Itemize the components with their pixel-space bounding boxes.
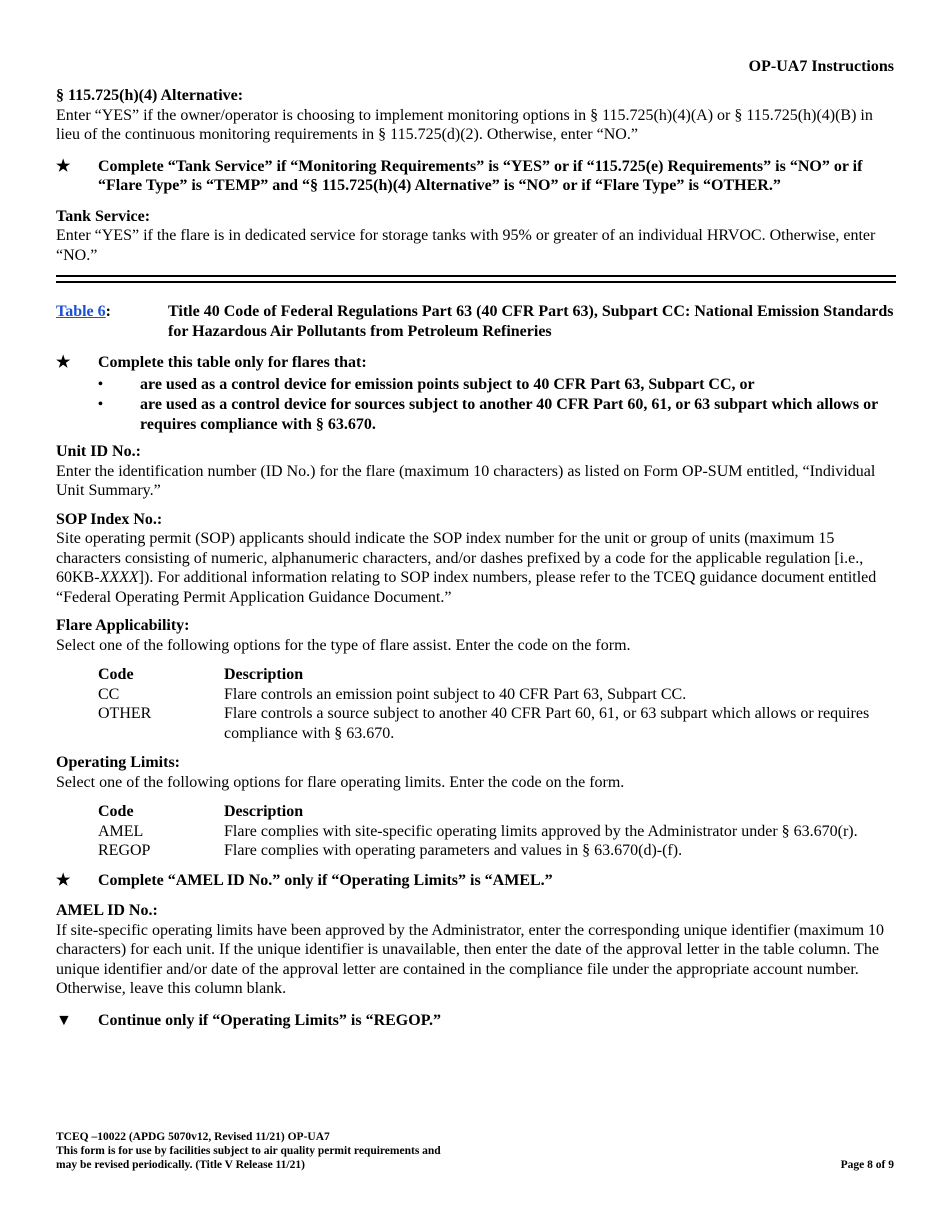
- code-table-header: [98, 665, 896, 685]
- tank-service-section: [56, 207, 896, 266]
- code-cell: CC: [98, 685, 120, 703]
- star-icon: ★: [56, 871, 71, 889]
- unit-id-heading: Unit ID No.:: [56, 443, 141, 460]
- section-divider: [56, 275, 896, 283]
- instruction-text: Complete this table only for flares that:: [98, 354, 367, 371]
- sop-index-text: [56, 529, 896, 607]
- down-triangle-icon: ▼: [56, 1011, 72, 1029]
- flare-applicability-codes: [98, 665, 896, 743]
- tank-service-heading: Tank Service:: [56, 207, 151, 225]
- table-row: [98, 704, 896, 743]
- list-item: [98, 375, 896, 395]
- sop-text-part: Site operating permit (SOP) applicants should indicate the SOP index number for the unit or group of units (maximum 15 characters consisting of numeric, alphanumeric characters, and/or dashes prefixed by a code for the applicable regulation [i.e., 60KB-: [56, 530, 864, 586]
- star-icon: ★: [56, 354, 71, 371]
- operating-limits-text: Select one of the following options for flare operating limits. Enter the code on the form.: [56, 773, 625, 791]
- continue-instruction: [56, 1011, 896, 1031]
- sop-text-part: ]). For additional information relating to SOP index numbers, please refer to the TCEQ guidance document entitled “Federal Operating Permit Application Guidance Document.”: [56, 569, 877, 606]
- amel-id-text: If site-specific operating limits have been approved by the Administrator, enter the corresponding unique identifier (maximum 10 characters) for each unit. If the unique identifier is unavailable, then enter the date of the approval letter in the table column. The unique identifier and/or date of the approval letter are contained in the compliance file under the appropriate account number. Otherwise, leave this column blank.: [56, 921, 885, 997]
- description-column-header: Description: [224, 803, 304, 820]
- code-column-header: Code: [98, 803, 134, 820]
- description-cell: Flare controls a source subject to another 40 CFR Part 60, 61, or 63 subpart which allows or requires compliance with § 63.670.: [224, 705, 870, 742]
- flare-applicability-heading: Flare Applicability:: [56, 617, 190, 634]
- operating-limits-section: [56, 753, 896, 861]
- code-column-header: Code: [98, 666, 134, 683]
- table-scope-instruction: [56, 353, 896, 373]
- bullet-text: are used as a control device for sources subject to another 40 CFR Part 60, 61, or 63 subpart which allows or requires compliance with § 63.670.: [140, 396, 878, 433]
- table-6-link[interactable]: Table 6: [56, 303, 106, 320]
- bullet-text: are used as a control device for emission points subject to 40 CFR Part 63, Subpart CC, or: [140, 375, 755, 393]
- amel-instruction: [56, 871, 896, 891]
- unit-id-section: [56, 442, 896, 501]
- code-table-header: [98, 802, 896, 822]
- table-6-colon: :: [105, 303, 111, 320]
- sop-index-heading: SOP Index No.:: [56, 510, 163, 528]
- code-cell: OTHER: [98, 705, 152, 722]
- table-row: [98, 841, 896, 861]
- page-header-title: OP-UA7 Instructions: [748, 58, 894, 75]
- page-footer: [56, 1130, 894, 1172]
- bullet-icon: •: [98, 376, 103, 392]
- footer-note-line1: This form is for use by facilities subject to air quality permit requirements and: [56, 1145, 441, 1157]
- unit-id-text: Enter the identification number (ID No.) for the flare (maximum 10 characters) as listed on Form OP-SUM entitled, “Individual Unit Summary.”: [56, 462, 876, 499]
- instruction-text: Complete “AMEL ID No.” only if “Operating Limits” is “AMEL.”: [98, 871, 553, 889]
- flare-applicability-text: Select one of the following options for the type of flare assist. Enter the code on the form.: [56, 636, 631, 654]
- code-cell: REGOP: [98, 842, 151, 859]
- footer-form-id: TCEQ –10022 (APDG 5070v12, Revised 11/21) OP-UA7: [56, 1131, 330, 1143]
- scope-bullet-list: [98, 375, 896, 435]
- sop-text-italic: XXXX: [99, 569, 139, 586]
- table-6-title: [56, 302, 896, 341]
- table-row: [98, 822, 896, 842]
- alternative-text: Enter “YES” if the owner/operator is choosing to implement monitoring options in § 115.725(h)(4)(A) or § 115.725(h)(4)(B) in lieu of the continuous monitoring requirements in § 115.725(d)(2). Otherwise, enter “NO.”: [56, 106, 873, 143]
- table-row: [98, 685, 896, 705]
- flare-applicability-section: [56, 616, 896, 743]
- page-number: Page 8 of 9: [840, 1159, 894, 1171]
- bullet-icon: •: [98, 397, 103, 412]
- alternative-heading: § 115.725(h)(4) Alternative:: [56, 87, 244, 104]
- amel-id-heading: AMEL ID No.:: [56, 902, 158, 919]
- list-item: [98, 395, 896, 434]
- description-cell: Flare controls an emission point subject to 40 CFR Part 63, Subpart CC.: [224, 685, 687, 703]
- operating-limits-codes: [98, 802, 896, 861]
- document-body: [56, 86, 896, 1041]
- tank-service-instruction: [56, 157, 896, 196]
- instruction-text: Complete “Tank Service” if “Monitoring Requirements” is “YES” or if “115.725(e) Requirements” is “NO” or if “Flare Type” is “TEMP” and “§ 115.725(h)(4) Alternative” is “NO” or if “Flare Type” is “OTHER.”: [98, 157, 863, 194]
- star-icon: ★: [56, 157, 71, 175]
- instruction-text: Continue only if “Operating Limits” is “REGOP.”: [98, 1011, 441, 1029]
- operating-limits-heading: Operating Limits:: [56, 754, 180, 771]
- description-column-header: Description: [224, 666, 304, 683]
- table-6-heading: Title 40 Code of Federal Regulations Part 63 (40 CFR Part 63), Subpart CC: National Emission Standards for Hazardous Air Pollutants from Petroleum Refineries: [168, 303, 894, 340]
- table-6-ref: [56, 302, 168, 341]
- description-cell: Flare complies with site-specific operating limits approved by the Administrator under § 63.670(r).: [224, 822, 858, 840]
- sop-index-section: [56, 510, 896, 608]
- amel-id-section: [56, 901, 896, 999]
- alternative-section: [56, 86, 896, 145]
- footer-note-line2: may be revised periodically. (Title V Release 11/21): [56, 1159, 305, 1171]
- tank-service-text: Enter “YES” if the flare is in dedicated service for storage tanks with 95% or greater of an individual HRVOC. Otherwise, enter “NO.”: [56, 227, 876, 264]
- description-cell: Flare complies with operating parameters and values in § 63.670(d)-(f).: [224, 842, 683, 859]
- code-cell: AMEL: [98, 822, 144, 840]
